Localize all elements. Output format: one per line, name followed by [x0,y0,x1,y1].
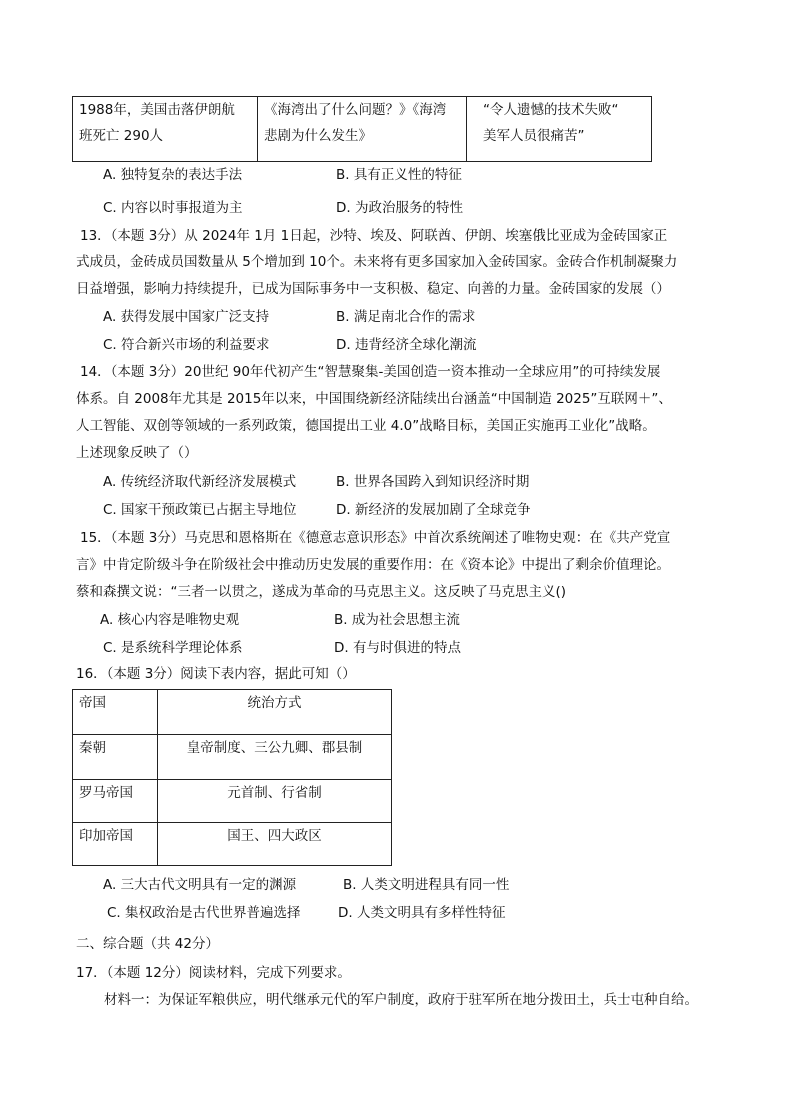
q13-line-3: 日益增强，影响力持续提升，已成为国际事务中一支积极、稳定、向善的力量。金砖国家的发展（） [76,281,670,297]
q16-option-a: A. 三大古代文明具有一定的渊源 [103,877,297,893]
q16-table-row-rule: 元首制、行省制 [158,780,392,823]
q16-table-header-rule: 统治方式 [158,690,392,735]
q15-line-2: 言》中肯定阶级斗争在阶级社会中推动历史发展的重要作用：在《资本论》中提出了剩余价值理论。 [76,557,670,573]
q12-option-a: A. 独特复杂的表达手法 [103,167,243,183]
q16-table-row-rule: 国王、四大政区 [158,823,392,866]
q13-option-b: B. 满足南北合作的需求 [336,309,476,325]
q15-option-c: C. 是系统科学理论体系 [103,640,243,656]
q16-table-header-empire: 帝国 [73,690,158,735]
q13-line-1: 13．（本题 3分）从 2024年 1月 1日起，沙特、埃及、阿联酋、伊朗、埃塞俄比亚成为金砖国家正 [80,228,668,244]
q12-option-c: C. 内容以时事报道为主 [103,200,243,216]
q14-line-3: 人工智能、双创等领域的一系列政策，德国提出工业 4.0”战略目标，美国正实施再工业化”战略。 [76,418,656,434]
q15-option-d: D. 有与时俱进的特点 [334,640,461,656]
q14-option-c: C. 国家干预政策已占据主导地位 [103,502,297,518]
q14-line-2: 体系。自 2008年尤其是 2015年以来，中国围绕新经济陆续出台涵盖“中国制造 2025”互联网＋”、 [76,391,672,407]
q16-table [72,689,392,866]
top-table-cell: 《海湾出了什么问题？》《海湾 悲剧为什么发生》 [258,97,467,162]
q14-option-d: D. 新经济的发展加剧了全球竞争 [336,502,531,518]
q12-option-b: B. 具有正义性的特征 [336,167,462,183]
q16-table-row-empire: 秦朝 [73,735,158,780]
q16-option-c: C. 集权政治是古代世界普遍选择 [107,905,301,921]
section-heading: 二、综合题（共 42分） [76,936,219,952]
q17-line: 17．（本题 12分）阅读材料，完成下列要求。 [76,965,351,981]
q14-option-b: B. 世界各国跨入到知识经济时期 [336,474,530,490]
q16-table-row-empire: 罗马帝国 [73,780,158,823]
q13-option-c: C. 符合新兴市场的利益要求 [103,337,270,353]
q14-line-4: 上述现象反映了（） [76,445,198,461]
q15-option-a: A. 核心内容是唯物史观 [100,612,240,628]
q15-line-3: 蔡和森撰文说：“三者一以贯之，遂成为革命的马克思主义。这反映了马克思主义() [76,584,567,600]
top-table [72,96,652,162]
q15-option-b: B. 成为社会思想主流 [334,612,460,628]
q14-option-a: A. 传统经济取代新经济发展模式 [103,474,297,490]
q12-option-d: D. 为政治服务的特性 [336,200,463,216]
q15-line-1: 15．（本题 3分）马克思和恩格斯在《德意志意识形态》中首次系统阐述了唯物史观：在《共产党宣 [80,530,671,546]
q17-material: 材料一：为保证军粮供应，明代继承元代的军户制度，政府于驻军所在地分拨田土，兵士屯种自给。 [104,992,698,1008]
q14-line-1: 14．（本题 3分）20世纪 90年代初产生“智慧聚集-美国创造一资本推动一全球应用”的可持续发展 [80,364,661,380]
top-table-cell: 1988年，美国击落伊朗航 班死亡 290人 [73,97,258,162]
q16-option-d: D. 人类文明具有多样性特征 [338,905,506,921]
q13-line-2: 式成员，金砖成员国数量从 5个增加到 10个。未来将有更多国家加入金砖国家。金砖合作机制凝聚力 [76,254,678,270]
q16-table-row-empire: 印加帝国 [73,823,158,866]
q16-option-b: B. 人类文明进程具有同一性 [343,877,510,893]
q16-table-row-rule: 皇帝制度、三公九卿、郡县制 [158,735,392,780]
top-table-cell: “令人遗憾的技术失败“ 美军人员很痛苦” [467,97,652,162]
q13-option-d: D. 违背经济全球化潮流 [336,337,477,353]
q16-line: 16．（本题 3分）阅读下表内容，据此可知（） [76,666,356,682]
q13-option-a: A. 获得发展中国家广泛支持 [103,309,270,325]
